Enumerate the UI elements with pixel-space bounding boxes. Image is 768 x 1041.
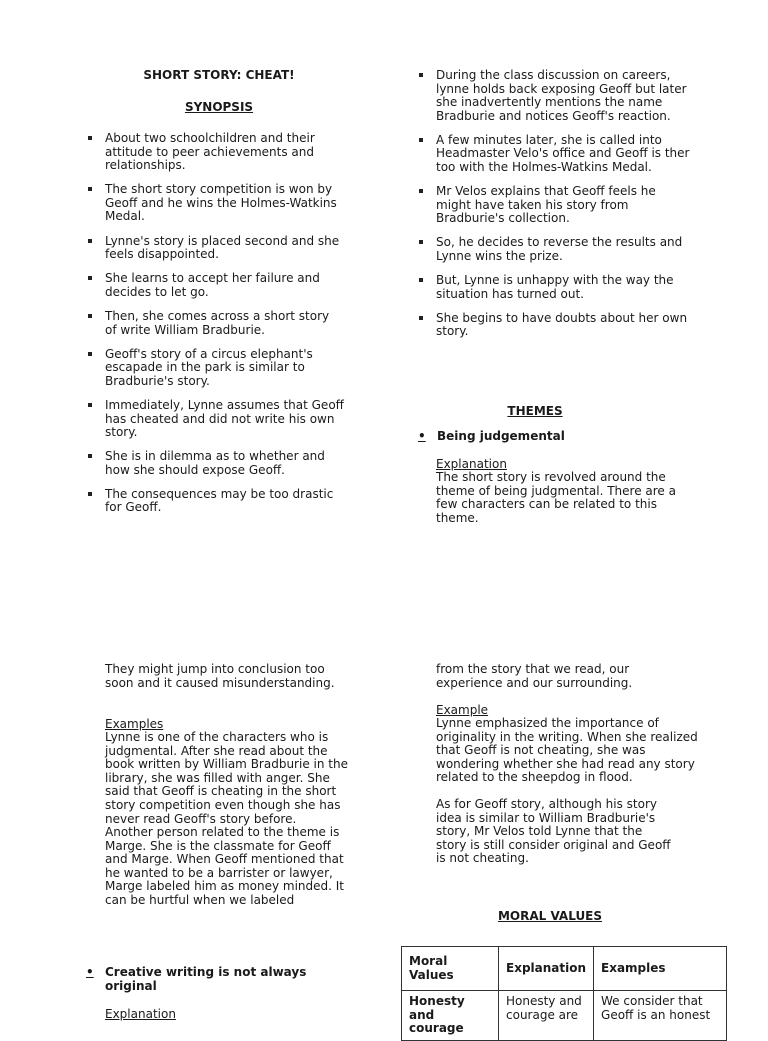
list-item: A few minutes later, she is called into Headmaster Velo's office and Geoff is ther too with the Holmes-Watkins Medal. <box>419 134 691 175</box>
examples-text: Lynne is one of the characters who is judgmental. After she read about the book written by William Bradburie in the library, she was filled with anger. She said that Geoff is cheating in the short story competition even though she has never read Geoff's story before. <box>105 730 348 826</box>
list-item: Then, she comes across a short story of write William Bradburie. <box>88 310 344 337</box>
example-text: Lynne emphasized the importance of originality in the writing. When she realized that Geoff is not cheating, she was wondering whether she had read any story related to the sheepdog in flood. <box>436 716 698 785</box>
table-cell: We consider that Geoff is an honest <box>594 991 727 1041</box>
list-item: She is in dilemma as to whether and how she should expose Geoff. <box>88 450 344 477</box>
story-title: SHORT STORY: CHEAT! <box>143 68 295 82</box>
list-item: The consequences may be too drastic for Geoff. <box>88 488 344 515</box>
list-item: Lynne's story is placed second and she feels disappointed. <box>88 235 344 262</box>
theme-being-judgemental <box>418 429 687 444</box>
list-item: But, Lynne is unhappy with the way the situation has turned out. <box>419 274 691 301</box>
table-cell: Honesty and courage are <box>499 991 594 1041</box>
explanation-label: Explanation <box>436 457 507 471</box>
explanation-label: Explanation <box>105 1007 176 1021</box>
example-label: Example <box>436 703 489 717</box>
theme-title: Creative writing is not always original <box>105 965 307 993</box>
theme-title: Being judgemental <box>437 429 565 443</box>
right-intro-text: from the story that we read, our experience and our surrounding. <box>436 662 633 690</box>
list-item: She begins to have doubts about her own story. <box>419 312 691 339</box>
synopsis-heading: SYNOPSIS <box>184 100 254 114</box>
list-item: Geoff's story of a circus elephant's escapade in the park is similar to Bradburie's story. <box>88 348 344 389</box>
list-item: During the class discussion on careers, lynne holds back exposing Geoff but later she inadvertently mentions the name Bradburie and notices Geoff's reaction. <box>419 69 691 123</box>
theme-explanation-text: The short story is revolved around the theme of being judgmental. There are a few characters can be related to this theme. <box>436 470 676 525</box>
synopsis-right-list <box>419 69 691 350</box>
table-header-cell: Explanation <box>499 947 594 991</box>
table-header-cell: Examples <box>594 947 727 991</box>
list-item: Mr Velos explains that Geoff feels he might have taken his story from Bradburie's collection. <box>419 185 691 226</box>
examples-text-marge: Another person related to the theme is Marge. She is the classmate for Geoff and Marge. When Geoff mentioned that he wanted to be a barrister or lawyer, Marge labeled him as money minded. It can be hurtful when we labeled <box>105 825 344 907</box>
table-header-cell: Moral Values <box>402 947 499 991</box>
table-cell: Honesty and courage <box>402 991 499 1041</box>
bullet-icon: • <box>418 429 426 443</box>
theme-creative-writing <box>86 965 335 993</box>
list-item: The short story competition is won by Geoff and he wins the Holmes-Watkins Medal. <box>88 183 344 224</box>
table-row <box>402 991 727 1041</box>
themes-heading: THEMES <box>507 404 563 418</box>
synopsis-left-list <box>88 132 344 526</box>
list-item: She learns to accept her failure and decides to let go. <box>88 272 344 299</box>
table-header-row <box>402 947 727 991</box>
left-intro-text: They might jump into conclusion too soon and it caused misunderstanding. <box>105 662 335 690</box>
example-text-geoff: As for Geoff story, although his story idea is similar to William Bradburie's story, Mr Velos told Lynne that the story is still consider original and Geoff is not cheating. <box>436 797 671 866</box>
examples-label: Examples <box>105 717 164 731</box>
moral-values-table <box>401 946 727 1041</box>
moral-values-heading: MORAL VALUES <box>497 909 603 923</box>
list-item: Immediately, Lynne assumes that Geoff has cheated and did not write his own story. <box>88 399 344 440</box>
bullet-icon: • <box>86 965 94 979</box>
list-item: About two schoolchildren and their attitude to peer achievements and relationships. <box>88 132 344 173</box>
list-item: So, he decides to reverse the results and Lynne wins the prize. <box>419 236 691 263</box>
